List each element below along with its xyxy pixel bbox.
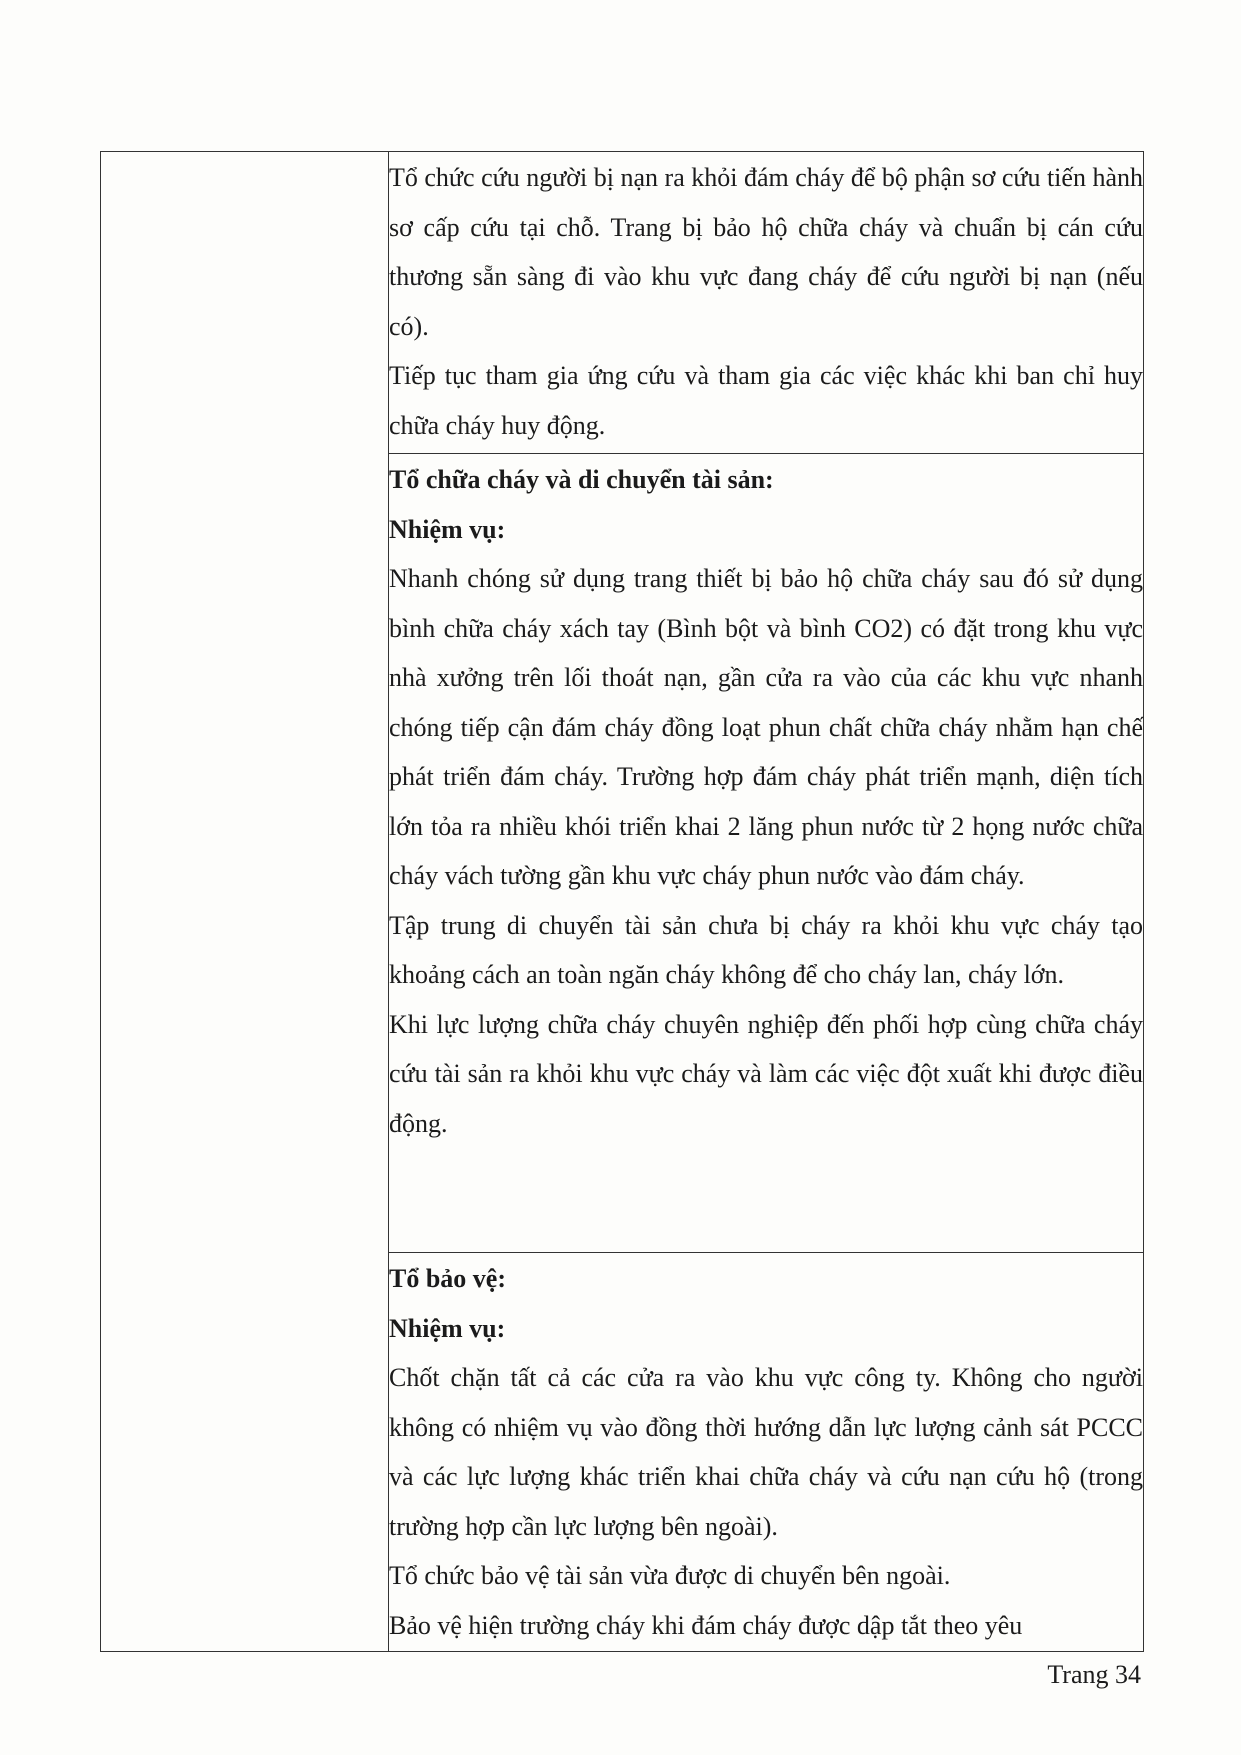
page-number: Trang 34: [1047, 1660, 1141, 1689]
security-section: [389, 1253, 1143, 1651]
paragraph: Tập trung di chuyển tài sản chưa bị cháy ra khỏi khu vực cháy tạo khoảng cách an toàn ngăn cháy không để cho cháy lan, cháy lớn.: [389, 910, 1143, 989]
right-column-cell: [389, 1253, 1144, 1652]
section-heading: Tổ chữa cháy và di chuyển tài sản:: [389, 465, 774, 494]
paragraph: Nhanh chóng sử dụng trang thiết bị bảo hộ chữa cháy sau đó sử dụng bình chữa cháy xách tay (Bình bột và bình CO2) có đặt trong khu vực nhà xưởng trên lối thoát nạn, gần cửa ra vào của các khu vực nhanh chóng tiếp cận đám cháy đồng loạt phun chất chữa cháy nhằm hạn chế phát triển đám cháy. Trường hợp đám cháy phát triển mạnh, diện tích lớn tỏa ra nhiều khói triển khai 2 lăng phun nước từ 2 họng nước chữa cháy vách tường gần khu vực cháy phun nước vào đám cháy.: [389, 564, 1143, 890]
section-subheading: Nhiệm vụ:: [389, 514, 506, 544]
firefighting-section: [389, 454, 1143, 1252]
section-subheading: Nhiệm vụ:: [389, 1313, 506, 1343]
paragraph: Bảo vệ hiện trường cháy khi đám cháy được dập tắt theo yêu: [389, 1610, 1023, 1640]
section-heading: Tổ bảo vệ:: [389, 1264, 506, 1293]
rescue-section: [389, 152, 1143, 453]
left-column-cell: [101, 152, 389, 1652]
paragraph: Tổ chức bảo vệ tài sản vừa được di chuyển bên ngoài.: [389, 1561, 951, 1590]
paragraph: Khi lực lượng chữa cháy chuyên nghiệp đến phối hợp cùng chữa cháy cứu tài sản ra khỏi khu vực cháy và làm các việc đột xuất khi được điều động.: [389, 1009, 1143, 1138]
paragraph: Chốt chặn tất cả các cửa ra vào khu vực công ty. Không cho người không có nhiệm vụ vào đồng thời hướng dẫn lực lượng cảnh sát PCCC và các lực lượng khác triển khai chữa cháy và cứu nạn cứu hộ (trong trường hợp cần lực lượng bên ngoài).: [389, 1363, 1143, 1541]
right-column-cell: [389, 454, 1144, 1253]
right-column-cell: [389, 152, 1144, 454]
paragraph: Tiếp tục tham gia ứng cứu và tham gia các việc khác khi ban chỉ huy chữa cháy huy động.: [389, 361, 1143, 440]
paragraph: Tổ chức cứu người bị nạn ra khỏi đám cháy để bộ phận sơ cứu tiến hành sơ cấp cứu tại chỗ. Trang bị bảo hộ chữa cháy và chuẩn bị cán cứu thương sẵn sàng đi vào khu vực đang cháy để cứu người bị nạn (nếu có).: [389, 163, 1143, 341]
task-table: [100, 151, 1144, 1652]
